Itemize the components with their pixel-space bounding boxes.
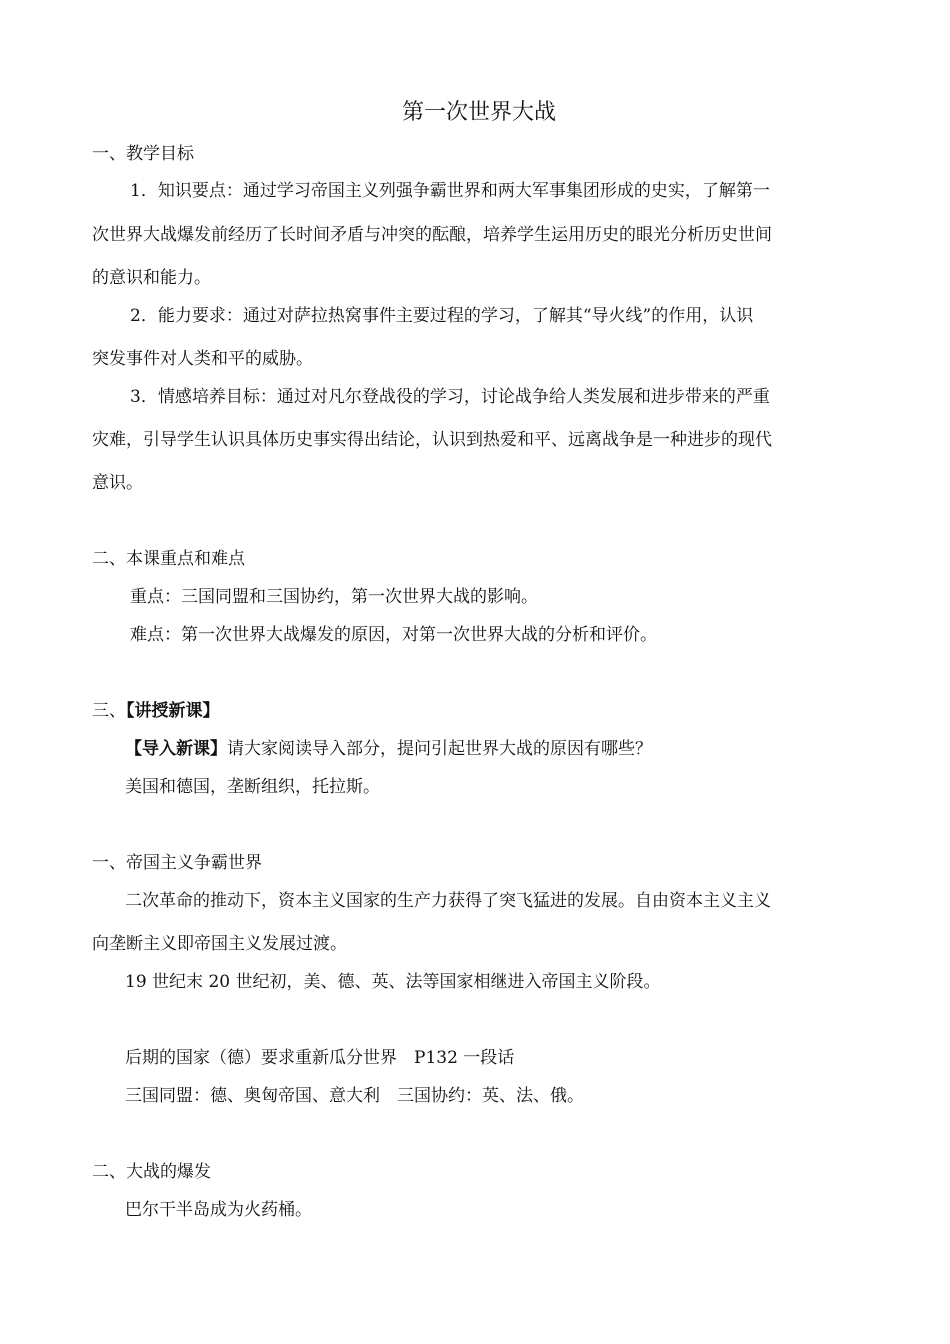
imperialism-line-2: 向垄断主义即帝国主义发展过渡。 [92,934,347,954]
section-heading-imperialism: 一、帝国主义争霸世界 [92,853,262,873]
intro-line [125,738,652,760]
section-heading-outbreak: 二、大战的爆发 [92,1162,211,1182]
objective-1-line-2: 次世界大战爆发前经历了长时间矛盾与冲突的酝酿，培养学生运用历史的眼光分析历史世间 [92,225,772,245]
section-heading-new-lesson [92,700,220,722]
intro-tag: 【导入新课】 [125,739,227,759]
outbreak-line: 巴尔干半岛成为火药桶。 [125,1200,312,1220]
objective-1-line-1: 1．知识要点：通过学习帝国主义列强争霸世界和两大军事集团形成的史实，了解第一 [130,181,770,201]
intro-answer: 美国和德国，垄断组织，托拉斯。 [125,777,380,797]
alliances-line: 三国同盟：德、奥匈帝国、意大利 三国协约：英、法、俄。 [125,1086,584,1106]
key-point-text: 重点：三国同盟和三国协约，第一次世界大战的影响。 [130,587,538,607]
objective-2-line-2: 突发事件对人类和平的威胁。 [92,349,313,369]
objective-1-line-3: 的意识和能力。 [92,268,211,288]
objective-3-line-2: 灾难，引导学生认识具体历史事实得出结论，认识到热爱和平、远离战争是一种进步的现代 [92,430,772,450]
intro-text: 请大家阅读导入部分，提问引起世界大战的原因有哪些？ [227,739,652,759]
difficult-point-text: 难点：第一次世界大战爆发的原因，对第一次世界大战的分析和评价。 [130,625,657,645]
objective-3-line-3: 意识。 [92,473,143,493]
section-heading-objectives: 一、教学目标 [92,144,194,164]
imperialism-line-1: 二次革命的推动下，资本主义国家的生产力获得了突飞猛进的发展。自由资本主义主义 [125,891,771,911]
section-prefix: 三、 [92,701,126,721]
later-countries-line: 后期的国家（德）要求重新瓜分世界 P132 一段话 [125,1048,515,1068]
objective-2-line-1: 2．能力要求：通过对萨拉热窝事件主要过程的学习，了解其“导火线”的作用，认识 [130,306,754,326]
objective-3-line-1: 3．情感培养目标：通过对凡尔登战役的学习，讨论战争给人类发展和进步带来的严重 [130,387,770,407]
section-heading-label: 【讲授新课】 [126,701,220,721]
section-heading-key-points: 二、本课重点和难点 [92,549,245,569]
document-title: 第一次世界大战 [402,100,557,125]
imperialism-line-3: 19 世纪末 20 世纪初，美、德、英、法等国家相继进入帝国主义阶段。 [125,972,661,992]
